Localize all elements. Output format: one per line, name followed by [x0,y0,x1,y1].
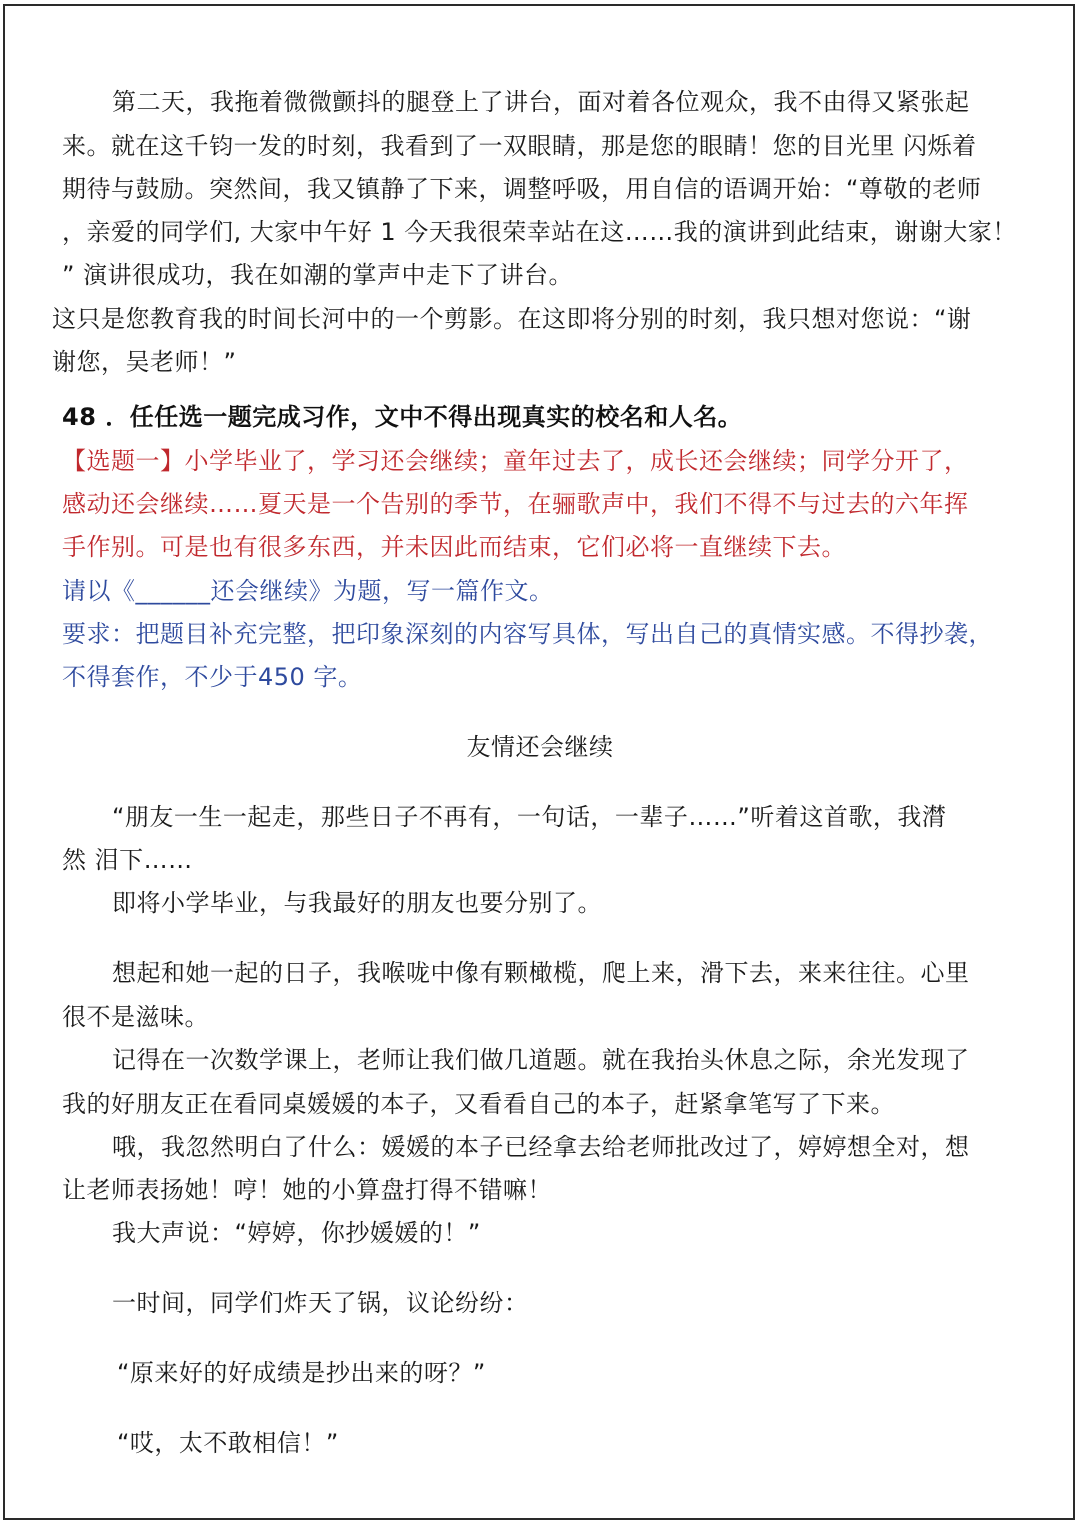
essay-line: “原来好的好成绩是抄出来的呀？” [117,1359,486,1387]
essay-line: 想起和她一起的日子，我喉咙中像有颗橄榄，爬上来，滑下去，来来往往。心里 [112,959,970,987]
topic-line: 手作别。可是也有很多东西，并未因此而结束，它们必将一直继续下去。 [62,533,846,561]
passage-line: 这只是您教育我的时间长河中的一个剪影。在这即将分别的时刻，我只想对您说：“谢 [52,305,972,333]
question-heading: 48 ．任任选一题完成习作，文中不得出现真实的校名和人名。 [62,403,743,431]
passage-line: ” 演讲很成功，我在如潮的掌声中走下了讲台。 [62,261,574,289]
essay-line: 记得在一次数学课上，老师让我们做几道题。就在我抬头休息之际，余光发现了 [112,1046,970,1074]
topic-line: 【选题一】小学毕业了，学习还会继续；童年过去了，成长还会继续；同学分开了， [62,447,969,475]
essay-line: “哎，太不敢相信！” [117,1429,339,1457]
essay-line: 然 泪下…… [62,846,193,874]
essay-title: 友情还会继续 [466,733,614,761]
passage-line: 谢您，吴老师！” [52,348,237,376]
passage-line: 第二天，我拖着微微颤抖的腿登上了讲台，面对着各位观众，我不由得又紧张起 [112,88,970,116]
essay-line: 很不是滋味。 [62,1003,209,1031]
prompt-line: 请以《______还会继续》为题，写一篇作文。 [62,577,554,605]
requirement-line: 不得套作，不少于450 字。 [62,663,363,691]
essay-line: 一时间，同学们炸天了锅，议论纷纷： [112,1289,529,1317]
essay-line: 哦，我忽然明白了什么：媛媛的本子已经拿去给老师批改过了，婷婷想全对，想 [112,1133,970,1161]
essay-line: 我大声说：“婷婷，你抄媛媛的！” [112,1219,481,1247]
passage-line: 期待与鼓励。突然间，我又镇静了下来，调整呼吸，用自信的语调开始：“尊敬的老师 [62,175,982,203]
passage-line: ，亲爱的同学们, 大家中午好 1 今天我很荣幸站在这……我的演讲到此结束，谢谢大家！ [62,218,1017,246]
essay-line: 我的好朋友正在看同桌媛媛的本子，又看看自己的本子，赶紧拿笔写了下来。 [62,1090,895,1118]
requirement-line: 要求：把题目补充完整，把印象深刻的内容写具体，写出自己的真情实感。不得抄袭， [62,620,993,648]
essay-line: 让老师表扬她！哼！她的小算盘打得不错嘛！ [62,1176,552,1204]
topic-line: 感动还会继续……夏天是一个告别的季节，在骊歌声中，我们不得不与过去的六年挥 [62,490,969,518]
essay-line: 即将小学毕业，与我最好的朋友也要分别了。 [112,889,602,917]
essay-line: “朋友一生一起走，那些日子不再有，一句话，一辈子……”听着这首歌，我潸 [112,803,947,831]
passage-line: 来。就在这千钧一发的时刻，我看到了一双眼睛，那是您的眼睛！您的目光里 闪烁着 [62,132,977,160]
